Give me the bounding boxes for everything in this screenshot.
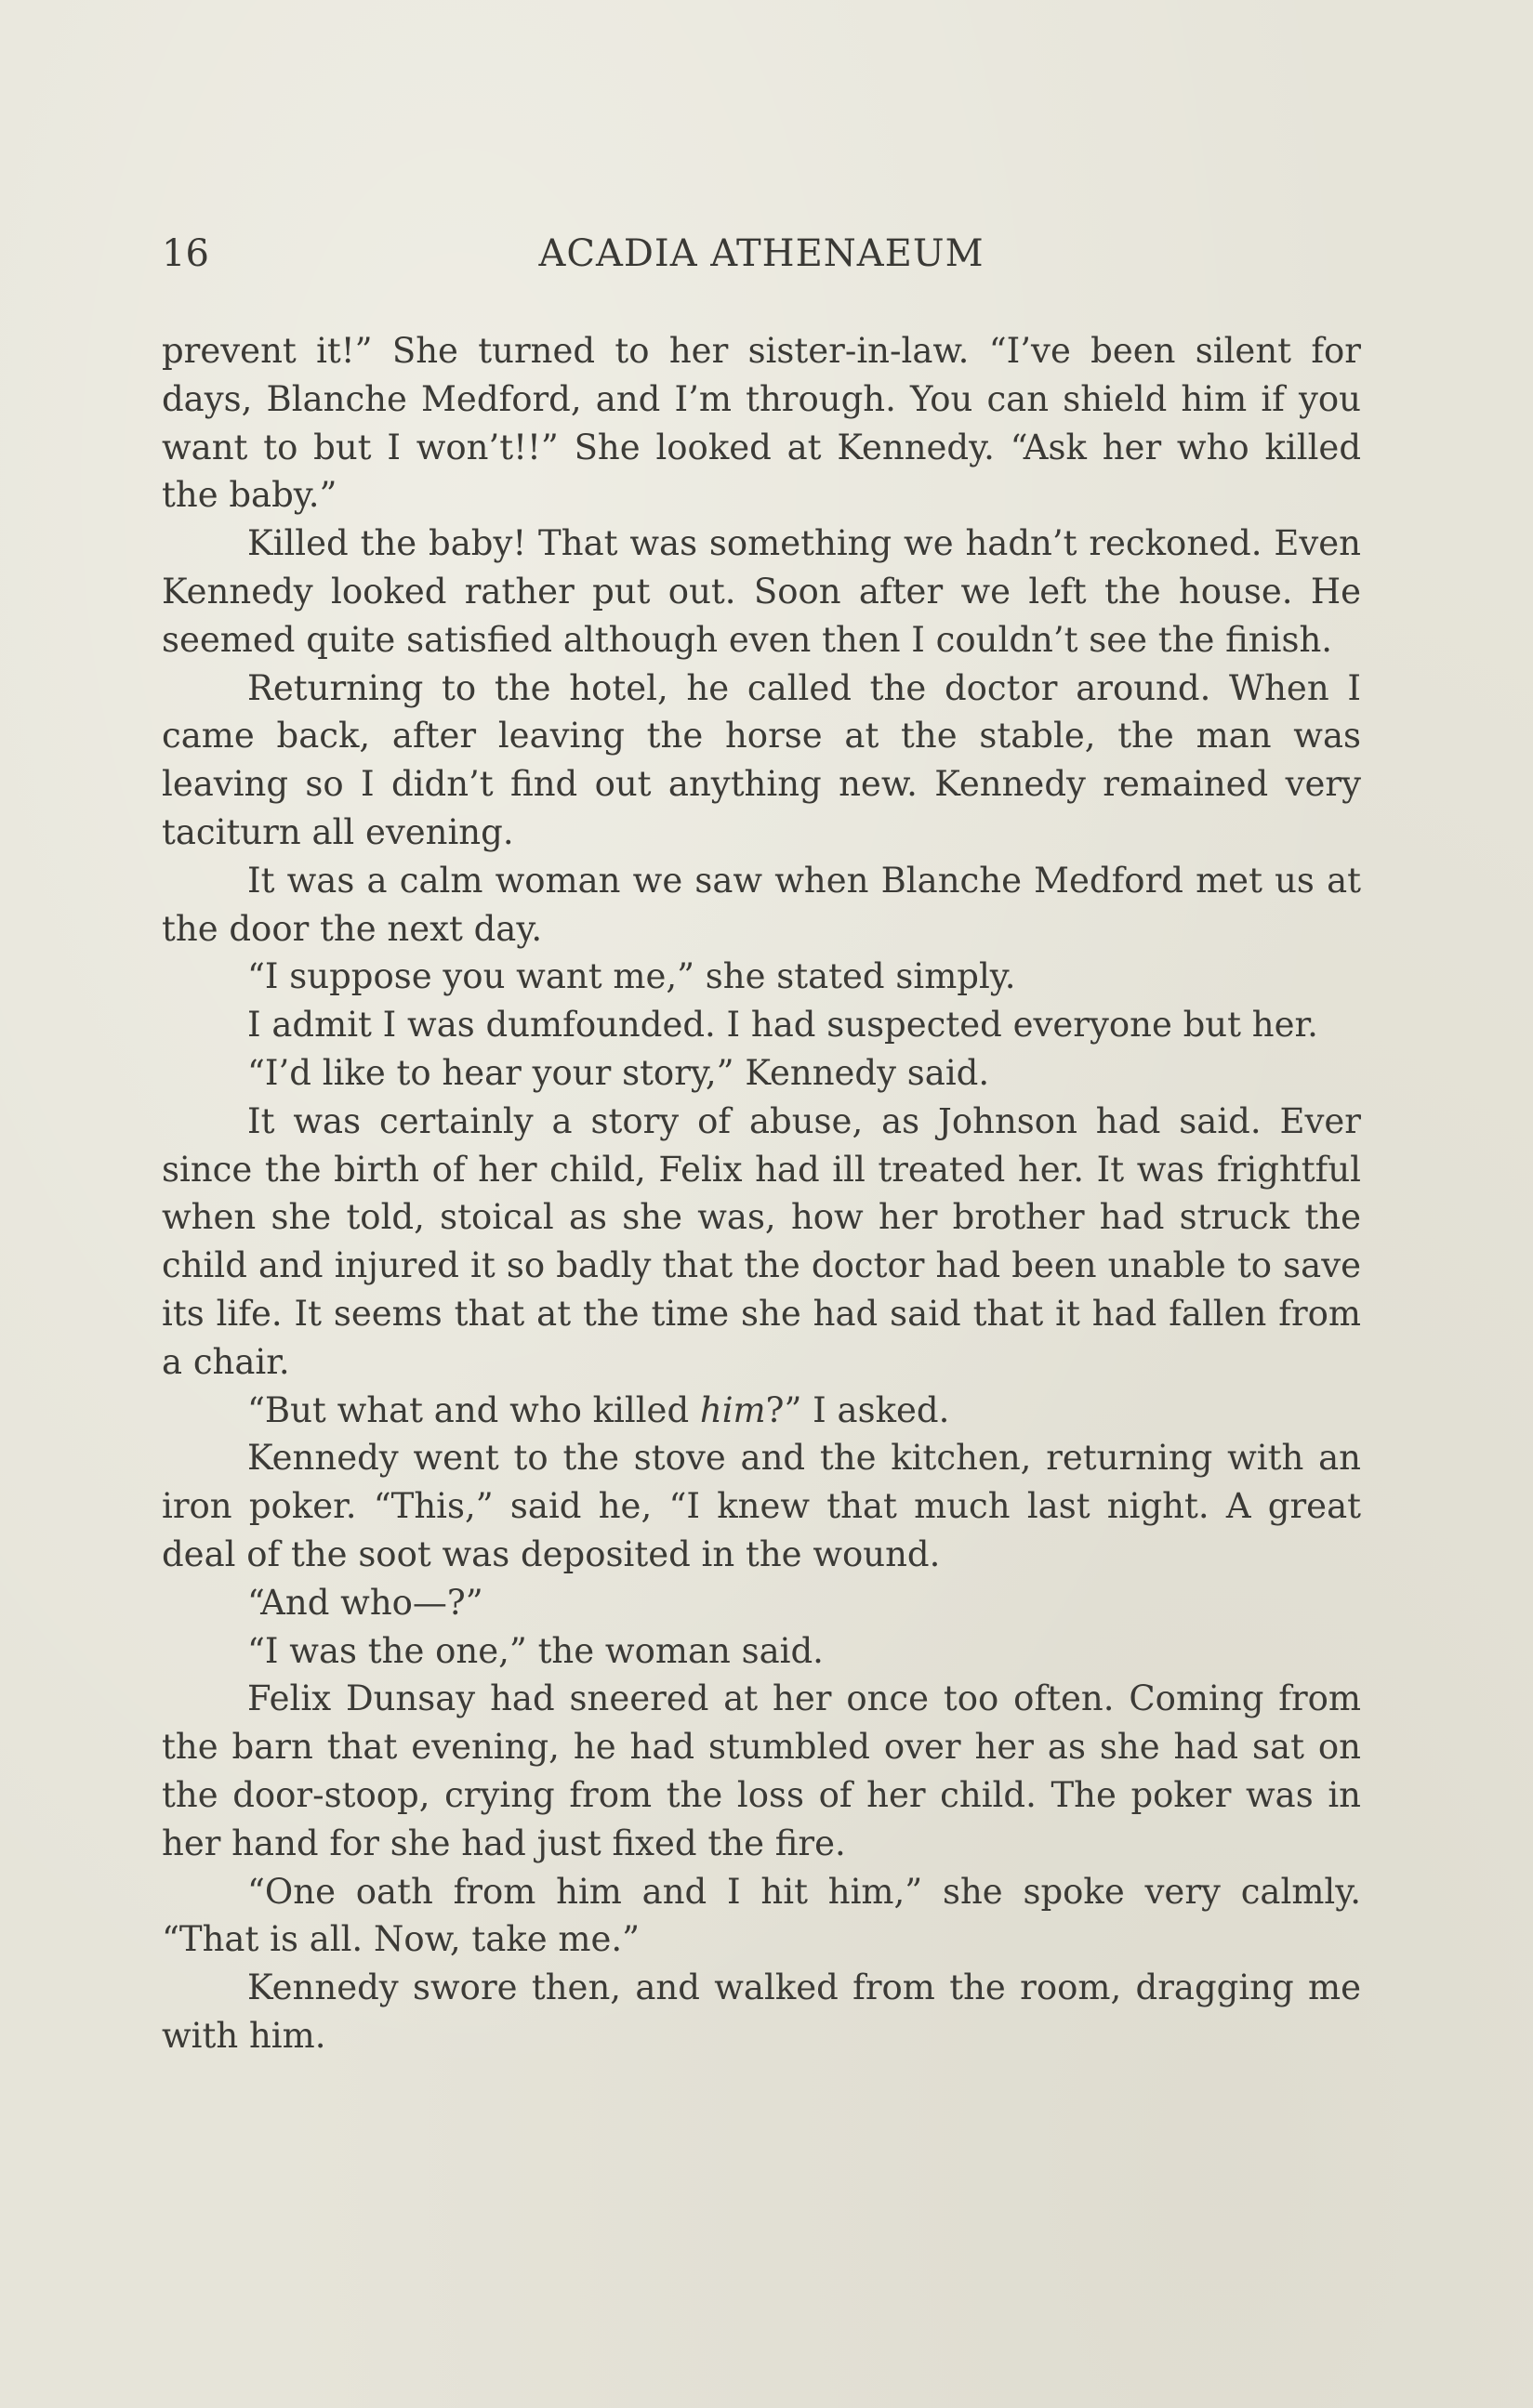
body-text [162,327,1361,2060]
page-header [162,230,1361,286]
page-number: 16 [162,232,209,275]
paragraph: “I was the one,” the woman said. [247,1630,824,1671]
paragraph: “One oath from him and I hit him,” she spoke very calmly. “That is all. Now, take me.” [162,1871,1361,1960]
paragraph: I admit I was dumfounded. I had suspected everyone but her. [247,1005,1318,1046]
paragraph: It was a calm woman we saw when Blanche Medford met us at the door the next day. [162,860,1361,949]
paragraph-text: “But what and who killed [247,1389,700,1430]
paragraph: “I suppose you want me,” she stated simply. [247,956,1016,997]
emphasized-word: him [699,1389,766,1430]
paragraph: Kennedy went to the stove and the kitchen, returning with an iron poker. “This,” said he, “I knew that much last night. A great deal of the soot was deposited in the wound. [162,1438,1361,1574]
paragraph: Felix Dunsay had sneered at her once too often. Coming from the barn that evening, he had stumbled over her as she had sat on the door-stoop, crying from the loss of her child. The poker was in her hand for she had just fixed the fire. [162,1678,1361,1863]
paragraph: prevent it!” She turned to her sister-in-law. “I’ve been silent for days, Blanche Medford, and I’m through. You can shield him if you want to but I won’t!!” She looked at Kennedy. “Ask her who killed the baby.” [162,331,1361,516]
paragraph [162,1387,1361,1435]
paragraph: “And who—?” [247,1582,483,1623]
paragraph: Killed the baby! That was something we hadn’t reckoned. Even Kennedy looked rather put out. Soon after we left the house. He seemed quite satisfied although even then I couldn’t see the finish. [162,523,1361,660]
paragraph-text: ?” I asked. [765,1389,950,1430]
paragraph: Returning to the hotel, he called the doctor around. When I came back, after leaving the horse at the stable, the man was leaving so I didn’t find out anything new. Kennedy remained very taciturn all evening. [162,667,1361,852]
paragraph: It was certainly a story of abuse, as Johnson had said. Ever since the birth of her child, Felix had ill treated her. It was frightful when she told, stoical as she was, how her brother had struck the child and injured it so badly that the doctor had been unable to save its life. It seems that at the time she had said that it had fallen from a chair. [162,1100,1361,1382]
paragraph: “I’d like to hear your story,” Kennedy said. [247,1052,990,1093]
paragraph: Kennedy swore then, and walked from the room, dragging me with him. [162,1967,1361,2056]
running-title: ACADIA ATHENAEUM [538,232,985,275]
